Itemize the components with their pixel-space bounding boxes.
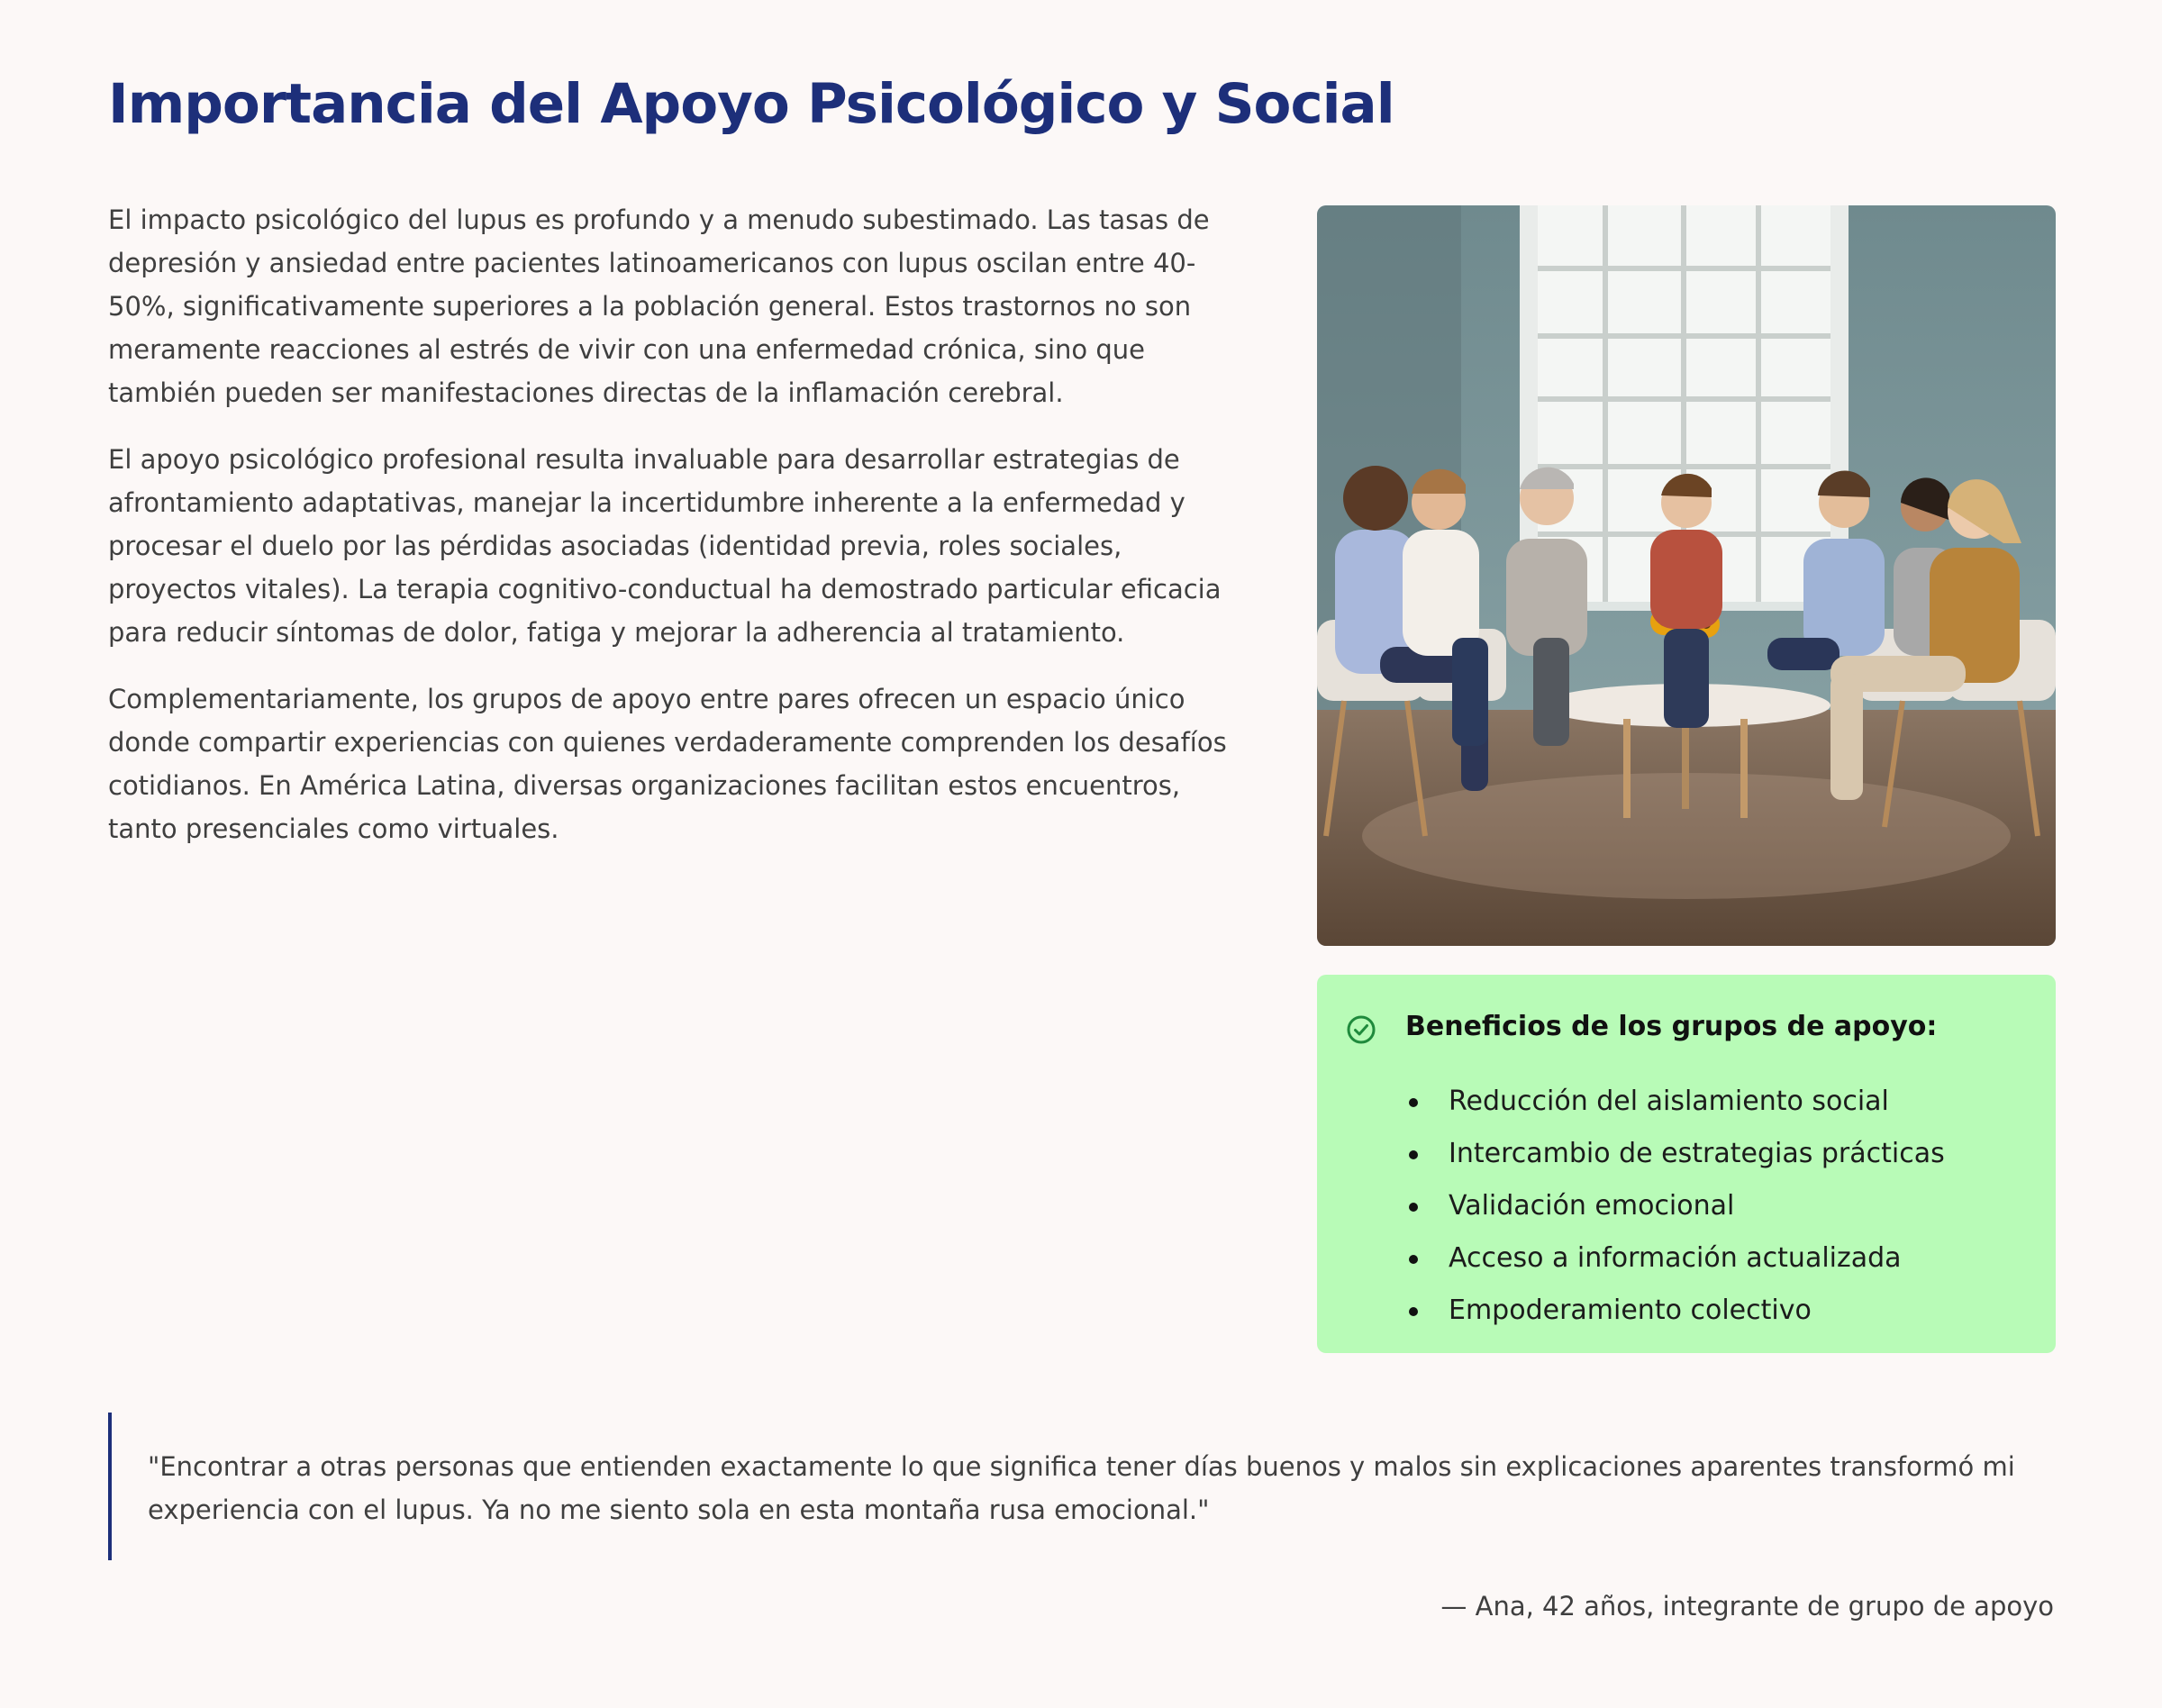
support-group-illustration: [1317, 205, 2056, 946]
testimonial-quote: [108, 1413, 2054, 1560]
paragraph-1: El impacto psicológico del lupus es profundo y a menudo subestimado. Las tasas de depresión y ansiedad entre pacientes latinoamericanos con lupus oscilan entre 40-50%, significativamente superiores a la población general. Estos trastornos no son meramente reacciones al estrés de vivir con una enfermedad crónica, sino que también pueden ser manifestaciones directas de la inflamación cerebral.: [108, 204, 1210, 408]
list-item: Empoderamiento colectivo: [1405, 1285, 1945, 1337]
list-item: Acceso a información actualizada: [1405, 1232, 1945, 1285]
check-circle-icon: [1346, 1014, 1376, 1045]
quote-text: "Encontrar a otras personas que entienden exactamente lo que significa tener días buenos y malos sin explicaciones aparentes transformó mi experiencia con el lupus. Ya no me siento sola en esta montaña rusa emocional.": [148, 1451, 2015, 1525]
support-group-photo: [1317, 205, 2056, 946]
list-item: Intercambio de estrategias prácticas: [1405, 1128, 1945, 1180]
page-title: Importancia del Apoyo Psicológico y Social: [108, 72, 1394, 136]
paragraph-2: El apoyo psicológico profesional resulta invaluable para desarrollar estrategias de afrontamiento adaptativas, manejar la incertidumbre inherente a la enfermedad y procesar el duelo por las pérdidas asociadas (identidad previa, roles sociales, proyectos vitales). La terapia cognitivo-conductual ha demostrado particular eficacia para reducir síntomas de dolor, fatiga y mejorar la adherencia al tratamiento.: [108, 444, 1222, 648]
benefits-box: [1317, 975, 2056, 1353]
paragraph-3: Complementariamente, los grupos de apoyo entre pares ofrecen un espacio único donde compartir experiencias con quienes verdaderamente comprenden los desafíos cotidianos. En América Latina, diversas organizaciones facilitan estos encuentros, tanto presenciales como virtuales.: [108, 684, 1227, 844]
quote-attribution: — Ana, 42 años, integrante de grupo de apoyo: [1440, 1591, 2054, 1622]
list-item: Reducción del aislamiento social: [1405, 1076, 1945, 1128]
benefits-list: [1405, 1076, 1945, 1337]
benefits-title: Beneficios de los grupos de apoyo:: [1405, 1011, 1938, 1042]
list-item: Validación emocional: [1405, 1180, 1945, 1232]
body-text: [108, 198, 1252, 874]
